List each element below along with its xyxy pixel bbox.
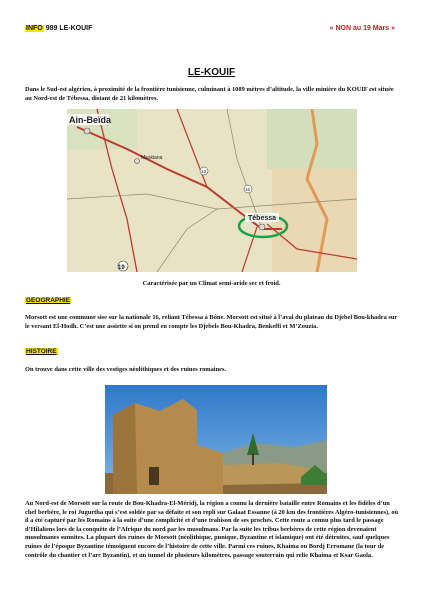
history-long-paragraph: Au Nord-est de Morsott sur la route de Bou-Khadra-El-Méridj, la région a connu la dernière bataille entre Romains et les fidèles d’un chef berbère, le roi Jugurtha qui s’est soldée par sa défaite et son repli sur Galaat Essanne (à 20 km des frontières Algéro-tunisiennes), où il a été capturé par les Romains à la suite d’une complicité et d’une trahison de ses proches. Cette route a connu plus tard le passage d’Hilaliens lors de la conquête de l’Afrique du nord par les musulmans. Par la suite les tribus berbères de cette région devenaient musulmanes sunnites. La plupart des ruines de Morsott (néolithique, punique, Byzantine et islamique) ont été détruites, sauf quelques ruines de l’époque Byzantine témoignent encore de l’histoire de cette ville. Parmi ces ruines, Khaima ou Bordj Erromane (la tour de contrôle du chantier et l’arc Byzantin), et un tunnel de plusieurs kilomètres, passage souterrain qui relie Khaima et Ksar Gaola. [25,500,399,559]
document-header-left [25,25,92,32]
header-slogan: « NON au 19 Mars » [329,25,395,32]
info-tag: INFO [26,25,43,32]
map-label-ain-beida: Ain-Beïda [69,115,112,125]
map-label-tebessa: Tébessa [248,215,277,222]
photo-doorway [149,467,159,485]
histoire-paragraph: On trouve dans cette ville des vestiges néolithiques et des ruines romaines. [25,366,227,373]
region-map [67,109,357,272]
map-caption: Caractérisée par un Climat semi-aride sec et froid. [142,280,281,287]
page-title-text: LE-KOUIF [187,67,236,78]
photo-tree-trunk [252,453,254,465]
map-town-dot [135,159,140,164]
page-title [0,67,423,78]
geographie-paragraph: Morsott est une commune sise sur la nationale 16, reliant Tébessa à Bône. Morsott est situé à l’aval du plateau du Djebel Bou-khadra sur le versant El-Hodh. C’est une assiette si on prend en compte les Djebels Bou-Khadra, Benkeffi et M’Zouzia. [25,314,398,330]
map-road-number-19: 19 [118,265,125,271]
photo-ruin-shadow [113,403,137,494]
section-heading-text: HISTOIRE [26,348,57,355]
section-heading-geographie [25,297,71,304]
intro-paragraph: Dans le Sud-est algérien, à proximité de la frontière tunisienne, culminant à 1089 mètres d’altitude, la ville minière du KOUIF est située au Nord-est de Tébessa, distant de 21 kilomètres. [25,86,394,102]
info-number: 989 [45,25,58,32]
header-topic: LE-KOUIF [59,25,93,32]
ruins-photo [105,385,327,494]
section-heading-text: GEOGRAPHIE [26,297,71,304]
map-label-meskiana: Meskiana [141,155,163,161]
map-road-number-16: 16 [245,187,251,192]
map-road-number-10: 10 [201,169,207,174]
map-town-dot [259,224,265,230]
map-town-dot [84,128,90,134]
section-heading-histoire [25,348,58,355]
